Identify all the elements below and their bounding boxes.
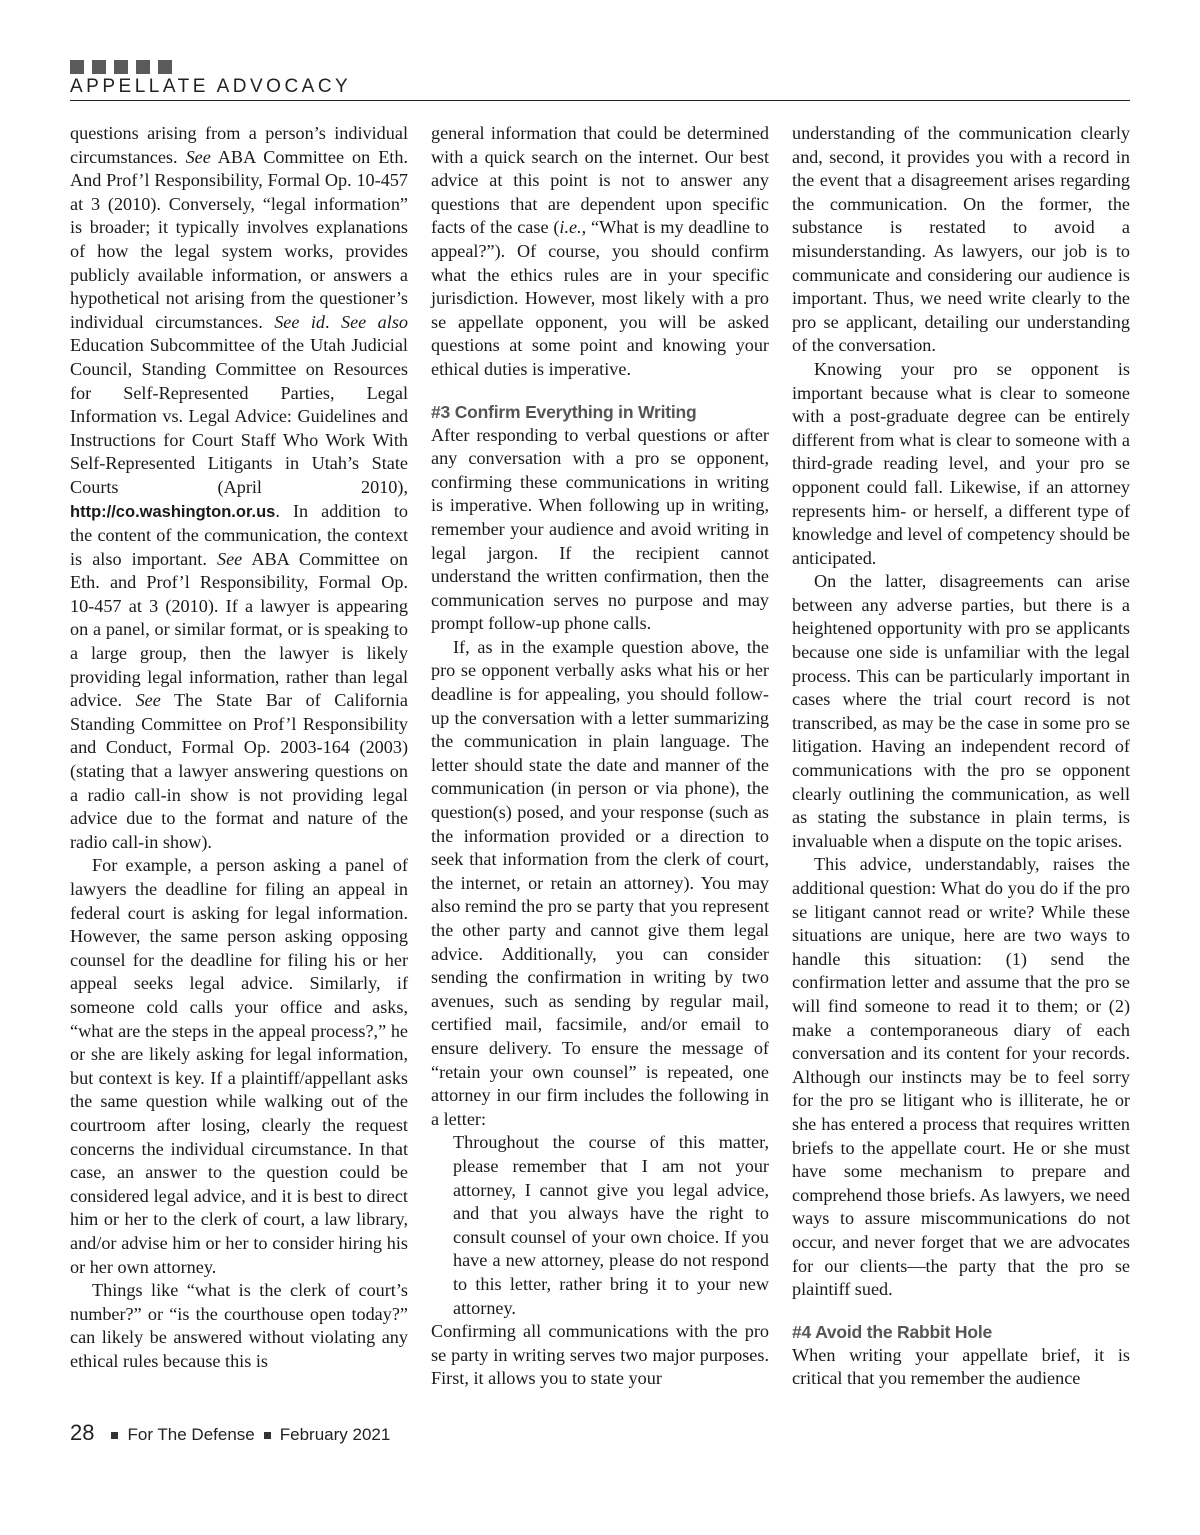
col3-paragraph-5: When writing your appellate brief, it is critical that you remember the audience: [792, 1344, 1130, 1389]
section-title: APPELLATE ADVOCACY: [70, 76, 352, 97]
header-square: [114, 60, 128, 74]
letter-quote: Throughout the course of this matter, please remember that I am not your attorney, I cannot give you legal advice, and that you always have the right to consult counsel of your own choice. If you have a new attorney, please do not respond to this letter, rather bring it to your new attorney.: [453, 1132, 769, 1318]
header-rule: [70, 100, 1130, 101]
col3-paragraph-4: This advice, understandably, raises the additional question: What do you do if the pro se litigant cannot read or write? While these situations are unique, here are two ways to handle this situation: (1) send the confirmation letter and assume that the pro se will find someone to read it to them; or (2) make a contemporaneous diary of each conversation and its content for your records. Although our instincts may be to feel sorry for the pro se litigant who is illiterate, he or she has entered a process that requires written briefs to the appellate court. He or she must have some mechanism to prepare and comprehend those briefs. As lawyers, we need ways to assure miscommunications do not occur, and never forget that we are advocates for our clients—the party that the pro se plaintiff sued.: [792, 854, 1130, 1300]
issue-date: February 2021: [279, 1425, 391, 1444]
section-heading-4: #4 Avoid the Rabbit Hole: [792, 1321, 993, 1342]
header-square: [136, 60, 150, 74]
col3-paragraph-2: Knowing your pro se opponent is important because what is clear to someone with a post-graduate degree can be entirely different from what is clear to someone with a third-grade reading level, and your pro se opponent could fall. Likewise, if an attorney represents him- or herself, a different type of knowledge and level of competency should be anticipated.: [792, 358, 1130, 568]
col1-paragraph-2: For example, a person asking a panel of lawyers the deadline for filing an appeal in federal court is asking for legal information. However, the same person asking opposing counsel for the deadline for filing his or her appeal seeks legal advice. Similarly, if someone cold calls your office and asks, “what are the steps in the appeal process?,” he or she are likely asking for legal information, but context is key. If a plaintiff/appellant asks the same question while walking out of the courtroom after losing, clearly the request concerns the individual circumstance. In that case, an answer to the question could be considered legal advice, and it is best to direct him or her to the clerk of court, a law library, and/or advise him or her to consider hiring his or her own attorney.: [70, 855, 408, 1277]
col3-paragraph-1: understanding of the communication clearly and, second, it provides you with a record in the event that a disagreement arises regarding the communication. On the former, the substance is restated to avoid a misunderstanding. As lawyers, our job is to communicate and considering our audience is important. Thus, we need write clearly to the pro se applicant, detailing our understanding of the conversation.: [792, 123, 1130, 356]
col2-paragraph-3: If, as in the example question above, the pro se opponent verbally asks what his or her deadline is for appealing, you should follow-up the conversation with a letter summarizing the communication in plain language. The letter should state the date and manner of the communication (in person or via phone), the question(s) posed, and your response (such as the information provided or a direction to seek that information from the clerk of court, the internet, or retain an attorney). You may also remind the pro se party that you represent the other party and cannot give them legal advice. Additionally, you can consider sending the confirmation in writing by two avenues, such as sending by regular mail, certified mail, facsimile, and/or email to ensure delivery. To ensure the message of “retain your own counsel” is repeated, one attorney in our firm includes the following in a letter:: [431, 636, 769, 1129]
publication-name: For The Defense: [127, 1425, 255, 1444]
footer-square-separator: [111, 1432, 118, 1439]
col1-paragraph-3: Things like “what is the clerk of court’s number?” or “is the courthouse open today?” can likely be answered without violating any ethical rules because this is: [70, 1280, 408, 1371]
column-3: [792, 122, 1130, 1391]
header-square: [92, 60, 106, 74]
col2-paragraph-2: After responding to verbal questions or after any conversation with a pro se opponent, confirming these communications in writing is imperative. When following up in writing, remember your audience and avoid writing in legal jargon. If the recipient cannot understand the written confirmation, then the communication serves no purpose and may prompt follow-up phone calls.: [431, 424, 769, 634]
col2-paragraph-1: general information that could be determined with a quick search on the internet. Our best advice at this point is not to answer any questions that are dependent upon specific facts of the case (i.e., “What is my deadline to appeal?”). Of course, you should confirm what the ethics rules are in your specific jurisdiction. However, most likely with a pro se appellate opponent, you will be asked questions at some point and knowing your ethical duties is imperative.: [431, 123, 769, 379]
page-number: 28: [70, 1420, 95, 1445]
header-squares-decoration: [70, 60, 180, 74]
column-1: [70, 122, 408, 1373]
col2-paragraph-4: Confirming all communications with the pro se party in writing serves two major purposes. First, it allows you to state your: [431, 1321, 769, 1389]
col3-paragraph-3: On the latter, disagreements can arise between any adverse parties, but there is a heightened opportunity with pro se applicants because one side is unfamiliar with the legal process. This can be particularly important in cases where the trial court record is not transcribed, as may be the case in some pro se litigation. Having an independent record of communications with the pro se opponent clearly outlining the communication, as well as stating the substance in plain terms, is invaluable when a dispute on the topic arises.: [792, 571, 1130, 851]
header-square: [158, 60, 172, 74]
column-2: [431, 122, 769, 1391]
footer-square-separator: [264, 1432, 271, 1439]
header-square: [70, 60, 84, 74]
citation-link[interactable]: http://co.washington.or.us: [70, 502, 276, 521]
section-heading-3: #3 Confirm Everything in Writing: [431, 401, 697, 422]
page-footer: [70, 1420, 390, 1446]
col1-paragraph-1: questions arising from a person’s individual circumstances. See ABA Committee on Eth. And Prof’l Responsibility, Formal Op. 10-457 at 3 (2010). Conversely, “legal information” is broader; it typically involves explanations of how the legal system works, provides publicly available information, or answers a hypothetical not arising from the questioner’s individual circumstances. See id. See also Education Subcommittee of the Utah Judicial Council, Standing Committee on Resources for Self-Represented Parties, Legal Information vs. Legal Advice: Guidelines and Instructions for Court Staff Who Work With Self-Represented Litigants in Utah’s State Courts (April 2010), http://co.washington.or.us. In addition to the content of the communication, the context is also important. See ABA Committee on Eth. and Prof’l Responsibility, Formal Op. 10-457 at 3 (2010). If a lawyer is appearing on a panel, or similar format, or is speaking to a large group, then the lawyer is likely providing legal information, rather than legal advice. See The State Bar of California Standing Committee on Prof’l Responsibility and Conduct, Formal Op. 2003-164 (2003) (stating that a lawyer answering questions on a radio call-in show is not providing legal advice due to the format and nature of the radio call-in show).: [70, 123, 408, 852]
